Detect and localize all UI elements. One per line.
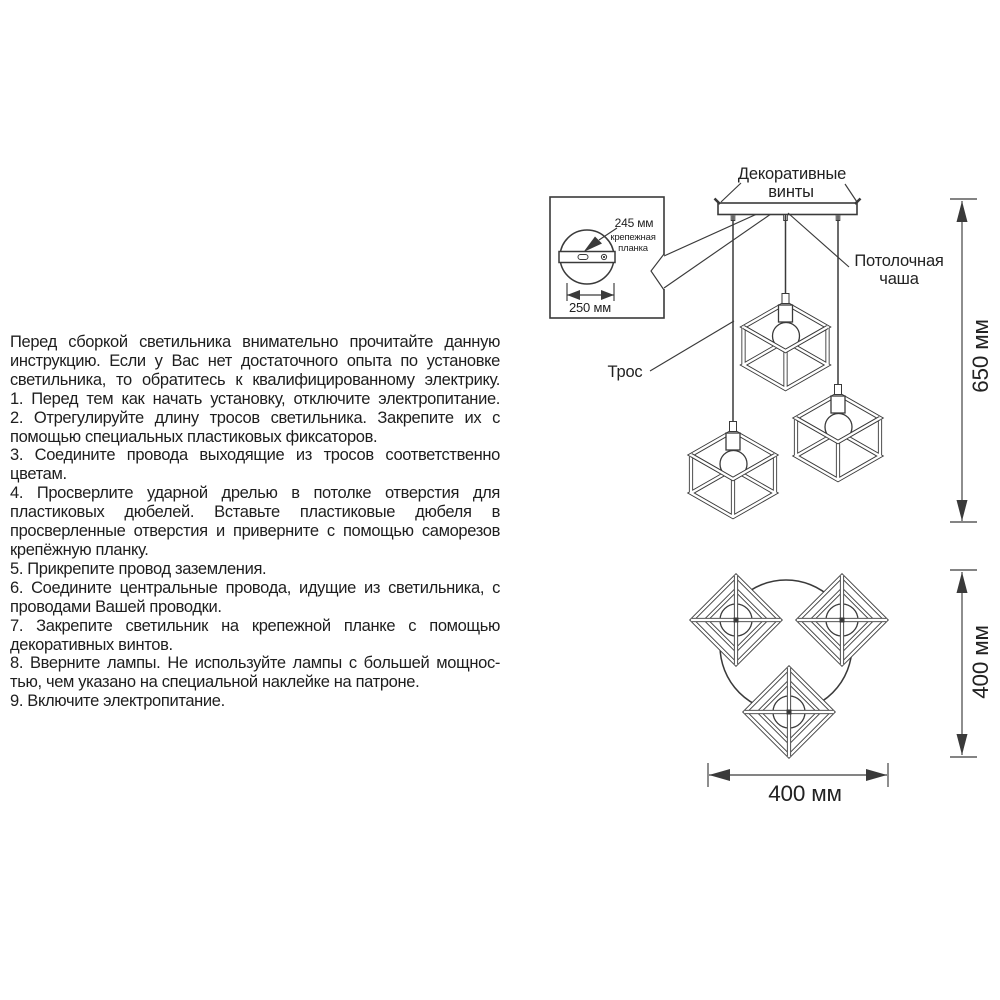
bracket-name-label-2: планка bbox=[618, 243, 648, 254]
instruction-line: пластиковых дюбелей. Вставьте пластиковые дюбеля в bbox=[10, 503, 500, 522]
instruction-line: инструкцию. Если у Вас нет достаточного опыта по установке bbox=[10, 351, 500, 370]
instruction-line: светильника, то обратитесь к квалифицированному электрику. bbox=[10, 370, 500, 389]
instruction-line: просверленные отверстия и приверните с помощью саморезов bbox=[10, 522, 500, 541]
mounting-bracket-inset bbox=[550, 197, 666, 318]
instruction-line: цветам. bbox=[10, 465, 67, 484]
bracket-slot bbox=[578, 255, 588, 260]
top-view-height-value: 400 мм bbox=[968, 625, 993, 699]
instruction-line: проводами Вашей проводки. bbox=[10, 597, 222, 616]
hang-height-value: 650 мм bbox=[968, 319, 993, 393]
instruction-line: 4. Просверлите ударной дрелью в потолке отверстия для bbox=[10, 484, 500, 503]
dimension-hang-height bbox=[950, 199, 993, 522]
decorative-screws-label-2: винты bbox=[768, 183, 814, 201]
bracket-base-width-label: 250 мм bbox=[569, 300, 611, 315]
instruction-line: 3. Соедините провода выходящие из тросов соответственно bbox=[10, 446, 500, 465]
instruction-line: 7. Закрепите светильник на крепежной планке с помощью bbox=[10, 616, 500, 635]
pendant-cube-left bbox=[691, 422, 775, 518]
instruction-line: 5. Прикрепите провод заземления. bbox=[10, 559, 267, 578]
pendant-cube-middle bbox=[744, 294, 828, 390]
dimension-top-view-height bbox=[950, 570, 993, 757]
instruction-line: декоративных винтов. bbox=[10, 635, 173, 654]
instruction-line: 9. Включите электропитание. bbox=[10, 692, 225, 711]
instruction-line: крепёжную планку. bbox=[10, 540, 149, 559]
instruction-line: тью, чем указано на специальной наклейке на патроне. bbox=[10, 673, 420, 692]
dimension-top-view-width bbox=[708, 763, 888, 806]
bracket-name-label-1: крепежная bbox=[610, 232, 656, 243]
ceiling-cup-label-2: чаша bbox=[879, 270, 919, 288]
top-view-width-value: 400 мм bbox=[768, 781, 842, 806]
decorative-screws-label-1: Декоративные bbox=[737, 165, 847, 183]
instruction-line: 6. Соедините центральные провода, идущие из светильника, с bbox=[10, 578, 500, 597]
bracket-width-label: 245 мм bbox=[614, 216, 654, 230]
instruction-line: Перед сборкой светильника внимательно прочитайте данную bbox=[10, 333, 500, 351]
top-view bbox=[692, 576, 886, 756]
cable-label: Трос bbox=[607, 363, 643, 381]
instruction-line: 1. Перед тем как начать установку, отключите электропитание. bbox=[10, 389, 500, 408]
ceiling-cup-label-1: Потолочная bbox=[854, 252, 944, 270]
pendant-cube-right bbox=[796, 385, 880, 481]
instruction-line: 2. Отрегулируйте длину тросов светильника. Закрепите их с bbox=[10, 408, 500, 427]
instruction-line: 8. Вверните лампы. Не используйте лампы с большей мощнос- bbox=[10, 654, 500, 673]
instruction-line: помощью специальных пластиковых фиксаторов. bbox=[10, 427, 378, 446]
